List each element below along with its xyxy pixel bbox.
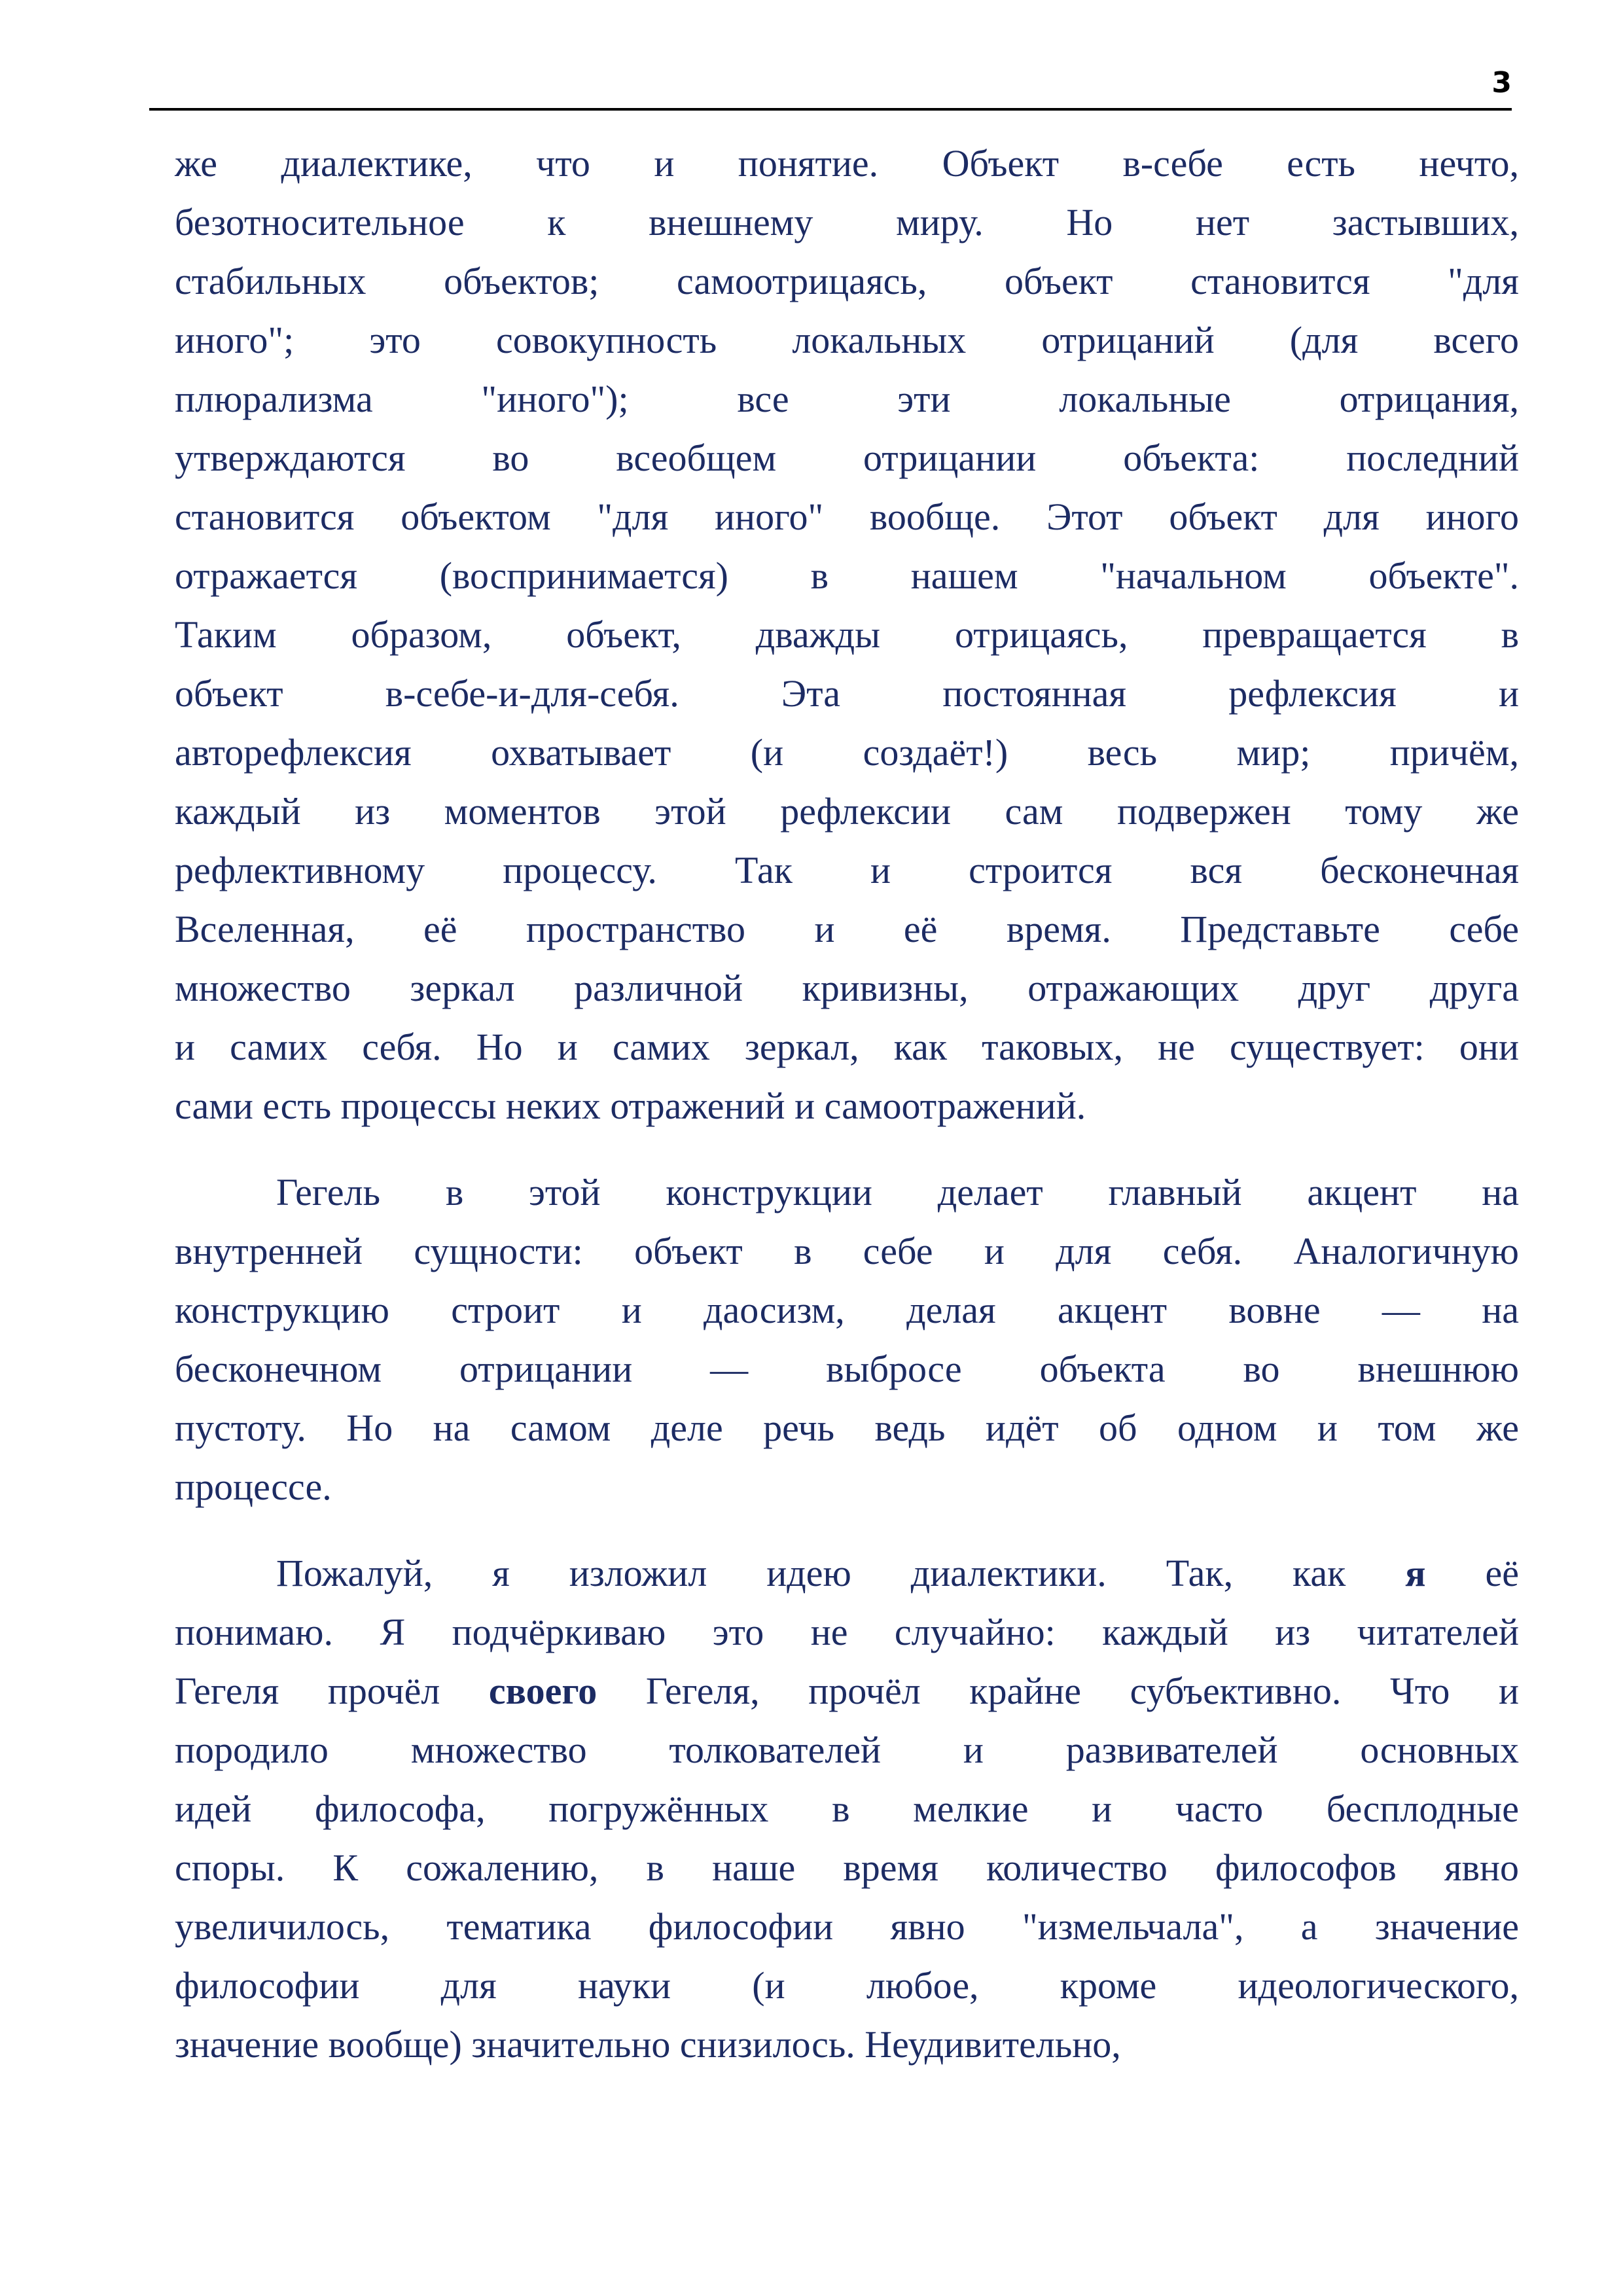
text-line [175,547,1519,605]
text-segment: безотносительное к внешнему миру. Но нет застывших, [175,201,1519,243]
text-segment: Вселенная, её пространство и её время. Представьте себе [175,908,1519,950]
text-segment: бесконечном отрицании — выбросе объекта во внешнюю [175,1348,1519,1390]
text-segment: процессе. [175,1465,332,1508]
text-segment: понимаю. Я подчёркиваю это не случайно: каждый из читателей [175,1611,1519,1653]
text-segment: утверждаются во всеобщем отрицании объекта: последний [175,437,1519,479]
text-line [175,782,1519,841]
paragraph [175,1163,1519,1516]
emphasis-bold: я [1405,1552,1426,1594]
text-segment: Гегеля прочёл [175,1670,489,1712]
text-line [175,193,1519,252]
page-number: 3 [1491,66,1512,99]
text-segment: породило множество толкователей и развивателей основных [175,1729,1519,1771]
text-segment: Пожалуй, я изложил идею диалектики. Так, как [276,1552,1406,1594]
text-line [175,1281,1519,1340]
text-line [175,1399,1519,1458]
text-line [175,1458,1519,1516]
text-segment: объект в-себе-и-для-себя. Эта постоянная рефлексия и [175,672,1519,715]
text-line [175,959,1519,1018]
text-segment: споры. К сожалению, в наше время количество философов явно [175,1846,1519,1889]
text-segment: сами есть процессы неких отражений и самоотражений. [175,1085,1086,1127]
text-segment: Таким образом, объект, дважды отрицаясь, превращается в [175,613,1519,656]
text-line [175,1662,1519,1721]
text-line [175,1897,1519,1956]
text-segment: рефлективному процессу. Так и строится вся бесконечная [175,849,1519,891]
text-segment: иного"; это совокупность локальных отрицаний (для всего [175,319,1519,361]
text-segment: авторефлексия охватывает (и создаёт!) весь мир; причём, [175,731,1519,774]
text-line [175,1222,1519,1281]
paragraph [175,1544,1519,2074]
text-segment: внутренней сущности: объект в себе и для себя. Аналогичную [175,1230,1519,1272]
text-line [175,841,1519,900]
text-segment: и самих себя. Но и самих зеркал, как таковых, не существует: они [175,1026,1519,1068]
text-segment: идей философа, погружённых в мелкие и часто бесплодные [175,1787,1519,1830]
page-content [175,134,1519,2074]
text-line [175,1780,1519,1839]
text-segment: же диалектике, что и понятие. Объект в-себе есть нечто, [175,142,1519,185]
text-segment: пустоту. Но на самом деле речь ведь идёт об одном и том же [175,1407,1519,1449]
text-line [175,1839,1519,1897]
text-line [175,1603,1519,1662]
text-line [175,370,1519,429]
text-line [175,252,1519,311]
text-segment: философии для науки (и любое, кроме идеологического, [175,1964,1519,2007]
text-segment: её [1425,1552,1519,1594]
text-segment: конструкцию строит и даосизм, делая акцент вовне — на [175,1289,1519,1331]
text-segment: отражается (воспринимается) в нашем "начальном объекте". [175,554,1519,597]
text-line [175,134,1519,193]
text-line [175,488,1519,547]
text-line [175,1077,1519,1136]
text-line [175,429,1519,488]
text-segment: увеличилось, тематика философии явно "измельчала", а значение [175,1905,1519,1948]
text-line [175,1163,1519,1222]
text-line [175,723,1519,782]
paragraph [175,134,1519,1136]
text-line [175,1018,1519,1077]
text-line [175,664,1519,723]
text-segment: плюрализма "иного"); все эти локальные отрицания, [175,378,1519,420]
text-line [175,1340,1519,1399]
text-line [175,605,1519,664]
text-segment: становится объектом "для иного" вообще. Этот объект для иного [175,495,1519,538]
text-segment: стабильных объектов; самоотрицаясь, объект становится "для [175,260,1519,302]
text-segment: Гегеля, прочёл крайне субъективно. Что и [597,1670,1520,1712]
text-segment: множество зеркал различной кривизны, отражающих друг друга [175,967,1519,1009]
header-rule [149,108,1512,111]
emphasis-bold: своего [488,1670,597,1712]
text-segment: значение вообще) значительно снизилось. Неудивительно, [175,2023,1121,2066]
text-segment: Гегель в этой конструкции делает главный акцент на [276,1171,1519,1213]
text-line [175,1721,1519,1780]
text-line [175,311,1519,370]
text-segment: каждый из моментов этой рефлексии сам подвержен тому же [175,790,1519,833]
text-line [175,900,1519,959]
text-line [175,1544,1519,1603]
text-line [175,1956,1519,2015]
text-line [175,2015,1519,2074]
